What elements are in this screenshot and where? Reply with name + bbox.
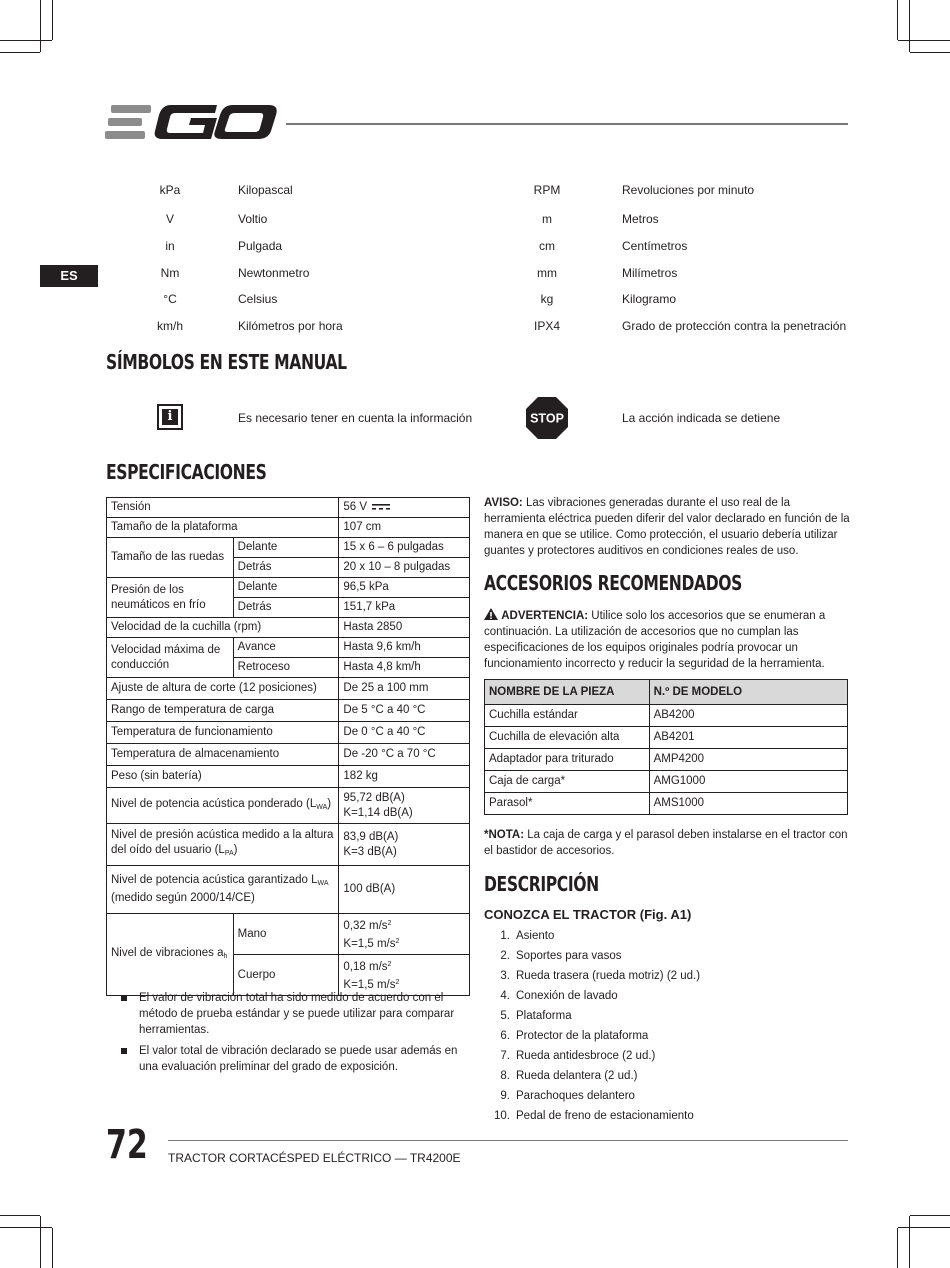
bullet-item (139, 990, 459, 1038)
list-text: Parachoques delantero (516, 1090, 635, 1102)
list-item (484, 1028, 700, 1048)
superscript: 2 (387, 920, 392, 927)
spec-value-line (343, 916, 465, 934)
list-item (484, 1048, 700, 1068)
section-title-accessories: ACCESORIOS RECOMENDADOS (484, 571, 742, 595)
spec-label: Presión de los neumáticos en frío (107, 578, 234, 618)
unit-abbr: IPX4 (533, 319, 560, 333)
note-paragraph (484, 827, 850, 859)
crop-mark (910, 52, 950, 53)
spec-label-end: ) (327, 797, 332, 810)
crop-mark (0, 1227, 52, 1228)
unit-desc: Milímetros (622, 266, 678, 280)
spec-value-line: K=1,14 dB(A) (343, 806, 413, 819)
unit-abbr: m (542, 212, 552, 226)
list-item (484, 1068, 700, 1088)
spec-label-end: (medido según 2000/14/CE) (111, 892, 255, 904)
unit-desc: Kilogramo (622, 292, 677, 306)
list-text: Pedal de freno de estacionamiento (516, 1110, 694, 1122)
table-row (107, 744, 470, 766)
list-item (484, 988, 700, 1008)
spec-value: 15 x 6 – 6 pulgadas (339, 538, 470, 558)
spec-value-line (343, 957, 465, 975)
bullet-square-icon (121, 995, 127, 1001)
aviso-text: Las vibraciones generadas durante el uso real de la herramienta eléctrica pueden diferir del valor declarado en función de la manera en que se utilice. Como protección, el usuario debería utilizar guantes y protectores auditivos en condiciones reales de uso. (484, 497, 850, 557)
table-row (107, 638, 470, 658)
list-text: Rueda trasera (rueda motriz) (2 ud.) (516, 970, 701, 982)
info-icon-glyph: i (162, 409, 178, 425)
footer-rule (168, 1140, 848, 1141)
unit-abbr: RPM (533, 183, 561, 197)
crop-mark (910, 1215, 950, 1216)
crop-mark (40, 1216, 41, 1268)
crop-mark (898, 1227, 950, 1228)
unit-abbr: mm (537, 266, 557, 280)
spec-value-text: 56 V (343, 501, 368, 513)
crop-mark (0, 52, 40, 53)
unit-desc: Metros (622, 212, 659, 226)
unit-abbr: °C (163, 292, 177, 306)
warning-triangle-icon (484, 608, 498, 620)
subscript: PA (224, 850, 234, 857)
subscript: WA (317, 880, 329, 887)
table-row (107, 518, 470, 538)
list-number: 9. (500, 1090, 510, 1102)
warning-paragraph (484, 608, 828, 672)
unit-desc: Grado de protección contra la penetración (622, 319, 847, 333)
list-text: Plataforma (516, 1010, 572, 1022)
list-number: 10. (494, 1110, 510, 1122)
table-row (107, 914, 470, 955)
unit-abbr: cm (539, 239, 555, 253)
spec-label: Tensión (107, 498, 339, 518)
part-name: Cuchilla estándar (485, 705, 650, 727)
unit-desc: Kilopascal (238, 183, 293, 197)
spec-value (339, 498, 470, 518)
spec-value: De 0 °C a 40 °C (339, 722, 470, 744)
table-row (107, 538, 470, 558)
list-item (484, 948, 700, 968)
spec-value-text: K=1,5 m/s (343, 979, 396, 991)
spec-label (107, 914, 234, 996)
table-row (107, 824, 470, 866)
list-number: 4. (500, 990, 510, 1002)
unit-desc: Newtonmetro (238, 266, 310, 280)
column-header: NOMBRE DE LA PIEZA (485, 680, 650, 705)
bullet-text: El valor total de vibración declarado se puede usar además en una evaluación preliminar del grado de exposición. (139, 1045, 458, 1073)
spec-label: Velocidad de la cuchilla (rpm) (107, 618, 339, 638)
parts-list (484, 928, 700, 1128)
table-row (107, 788, 470, 824)
unit-desc: Voltio (238, 212, 268, 226)
table-row (107, 618, 470, 638)
spec-value: Hasta 2850 (339, 618, 470, 638)
spec-label: Rango de temperatura de carga (107, 700, 339, 722)
crop-mark (52, 0, 53, 40)
spec-label (107, 788, 339, 824)
description-subtitle: CONOZCA EL TRACTOR (Fig. A1) (484, 907, 692, 922)
spec-label: Temperatura de funcionamiento (107, 722, 339, 744)
unit-abbr: kg (540, 292, 554, 306)
spec-label (107, 866, 339, 914)
list-item (484, 1008, 700, 1028)
list-number: 8. (500, 1070, 510, 1082)
subscript: h (223, 952, 228, 960)
crop-mark (897, 0, 898, 40)
spec-value: 96,5 kPa (339, 578, 470, 598)
list-number: 1. (500, 930, 510, 942)
bullet-square-icon (121, 1048, 127, 1054)
warning-label: ADVERTENCIA: (501, 610, 589, 622)
list-number: 6. (500, 1030, 510, 1042)
bullet-item (139, 1043, 459, 1075)
crop-mark (52, 1228, 53, 1268)
part-model: AMG1000 (649, 771, 847, 793)
spec-value: 20 x 10 – 8 pulgadas (339, 558, 470, 578)
list-text: Protector de la plataforma (516, 1030, 649, 1042)
superscript: 2 (395, 938, 400, 945)
spec-sublabel: Detrás (233, 558, 339, 578)
footer-title: TRACTOR CORTACÉSPED ELÉCTRICO — TR4200E (168, 1151, 461, 1165)
table-row (107, 578, 470, 598)
specs-table (106, 497, 470, 996)
table-row (107, 766, 470, 788)
info-symbol-text: Es necesario tener en cuenta la información (238, 411, 473, 425)
table-row (485, 727, 848, 749)
part-name: Caja de carga* (485, 771, 650, 793)
crop-mark (0, 40, 52, 41)
aviso-label: AVISO: (484, 497, 523, 509)
spec-sublabel: Mano (233, 914, 339, 955)
spec-label: Tamaño de la plataforma (107, 518, 339, 538)
part-name: Cuchilla de elevación alta (485, 727, 650, 749)
section-title-description: DESCRIPCIÓN (484, 872, 599, 896)
superscript: 2 (387, 961, 392, 968)
header-rule (286, 123, 848, 125)
spec-value: Hasta 4,8 km/h (339, 658, 470, 678)
accessories-table (484, 679, 848, 815)
spec-label (107, 824, 339, 866)
info-icon (157, 404, 183, 430)
table-row (107, 722, 470, 744)
spec-value (339, 788, 470, 824)
note-label: *NOTA: (484, 829, 525, 841)
crop-mark (898, 40, 950, 41)
table-row (485, 793, 848, 815)
spec-sublabel: Delante (233, 578, 339, 598)
spec-value: 151,7 kPa (339, 598, 470, 618)
spec-value (339, 824, 470, 866)
spec-value-line: 83,9 dB(A) (343, 830, 399, 843)
crop-mark (897, 1228, 898, 1268)
spec-value: 100 dB(A) (339, 866, 470, 914)
unit-abbr: V (165, 212, 174, 226)
spec-value: De -20 °C a 70 °C (339, 744, 470, 766)
list-item (484, 928, 700, 948)
spec-sublabel: Cuerpo (233, 955, 339, 996)
dc-current-icon (372, 503, 390, 511)
table-header-row (485, 680, 848, 705)
list-number: 5. (500, 1010, 510, 1022)
bullet-text: El valor de vibración total ha sido medido de acuerdo con el método de prueba estándar y se puede utilizar para comparar herramientas. (139, 992, 455, 1036)
column-header: N.º DE MODELO (649, 680, 847, 705)
spec-label-text: Nivel de vibraciones a (111, 946, 224, 959)
spec-label-text: Nivel de potencia acústica garantizado L (111, 874, 318, 886)
list-text: Rueda delantera (2 ud.) (516, 1070, 638, 1082)
stop-icon-label: STOP (530, 411, 564, 426)
spec-sublabel: Detrás (233, 598, 339, 618)
table-row (485, 771, 848, 793)
subscript: WA (316, 803, 328, 811)
spec-label-text: Nivel de potencia acústica ponderado (L (111, 797, 317, 810)
part-name: Adaptador para triturado (485, 749, 650, 771)
crop-mark (0, 1215, 40, 1216)
spec-value: 182 kg (339, 766, 470, 788)
spec-label: Temperatura de almacenamiento (107, 744, 339, 766)
spec-sublabel: Retroceso (233, 658, 339, 678)
section-title-specs: ESPECIFICACIONES (106, 460, 267, 484)
section-title-symbols: SÍMBOLOS EN ESTE MANUAL (106, 350, 347, 374)
unit-desc: Kilómetros por hora (238, 319, 343, 333)
list-text: Rueda antidesbroce (2 ud.) (516, 1050, 656, 1062)
table-row (485, 705, 848, 727)
list-text: Soportes para vasos (516, 950, 622, 962)
spec-label-text: Nivel de presión acústica medido a la altura del oído del usuario (L (111, 829, 334, 856)
table-row (107, 866, 470, 914)
list-item (484, 1088, 700, 1108)
spec-value-line: K=3 dB(A) (343, 845, 397, 858)
unit-desc: Centímetros (622, 239, 688, 253)
part-model: AB4201 (649, 727, 847, 749)
spec-value-line (343, 934, 465, 952)
superscript: 2 (395, 979, 400, 986)
spec-label-end: ) (233, 844, 238, 856)
spec-value: De 25 a 100 mm (339, 678, 470, 700)
table-row (107, 678, 470, 700)
table-row (485, 749, 848, 771)
spec-value-text: K=1,5 m/s (343, 938, 396, 950)
ego-logo (105, 103, 277, 143)
spec-label: Tamaño de las ruedas (107, 538, 234, 578)
list-number: 7. (500, 1050, 510, 1062)
spec-sublabel: Avance (233, 638, 339, 658)
spec-sublabel: Delante (233, 538, 339, 558)
part-name: Parasol* (485, 793, 650, 815)
spec-label: Ajuste de altura de corte (12 posiciones) (107, 678, 339, 700)
part-model: AMS1000 (649, 793, 847, 815)
spec-value-text: 0,32 m/s (343, 920, 388, 932)
unit-desc: Pulgada (238, 239, 283, 253)
part-model: AB4200 (649, 705, 847, 727)
spec-label: Velocidad máxima de conducción (107, 638, 234, 678)
list-number: 2. (500, 950, 510, 962)
spec-value: Hasta 9,6 km/h (339, 638, 470, 658)
spec-value: De 5 °C a 40 °C (339, 700, 470, 722)
part-model: AMP4200 (649, 749, 847, 771)
spec-label: Peso (sin batería) (107, 766, 339, 788)
crop-mark (40, 0, 41, 52)
stop-symbol-text: La acción indicada se detiene (622, 411, 781, 425)
aviso-paragraph (484, 495, 850, 559)
unit-desc: Revoluciones por minuto (622, 183, 755, 197)
table-row (107, 498, 470, 518)
list-item (484, 968, 700, 988)
warning-text: Utilice solo los accesorios que se enumeran a continuación. La utilización de accesorios que no cumplan las especificaciones de los equipos originales podría provocar un funcionamiento incorrecto y reducir la seguridad de la herramienta. (484, 610, 826, 670)
unit-abbr: Nm (160, 266, 180, 280)
spec-value: 107 cm (339, 518, 470, 538)
spec-value-text: 0,18 m/s (343, 961, 388, 973)
unit-abbr: in (165, 239, 175, 253)
note-text: La caja de carga y el parasol deben instalarse en el tractor con el bastidor de accesorios. (484, 829, 848, 857)
spec-value (339, 914, 470, 955)
unit-abbr: km/h (156, 319, 183, 333)
list-text: Asiento (516, 930, 555, 942)
crop-mark (909, 1216, 910, 1268)
table-row (107, 700, 470, 722)
language-tab: ES (40, 265, 98, 287)
unit-abbr: kPa (159, 183, 181, 197)
page-number: 72 (106, 1122, 148, 1168)
stop-icon (526, 397, 568, 439)
crop-mark (909, 0, 910, 52)
list-text: Conexión de lavado (516, 990, 618, 1002)
list-number: 3. (500, 970, 510, 982)
list-item (484, 1108, 700, 1128)
spec-value-line: 95,72 dB(A) (343, 791, 405, 804)
unit-desc: Celsius (238, 292, 278, 306)
